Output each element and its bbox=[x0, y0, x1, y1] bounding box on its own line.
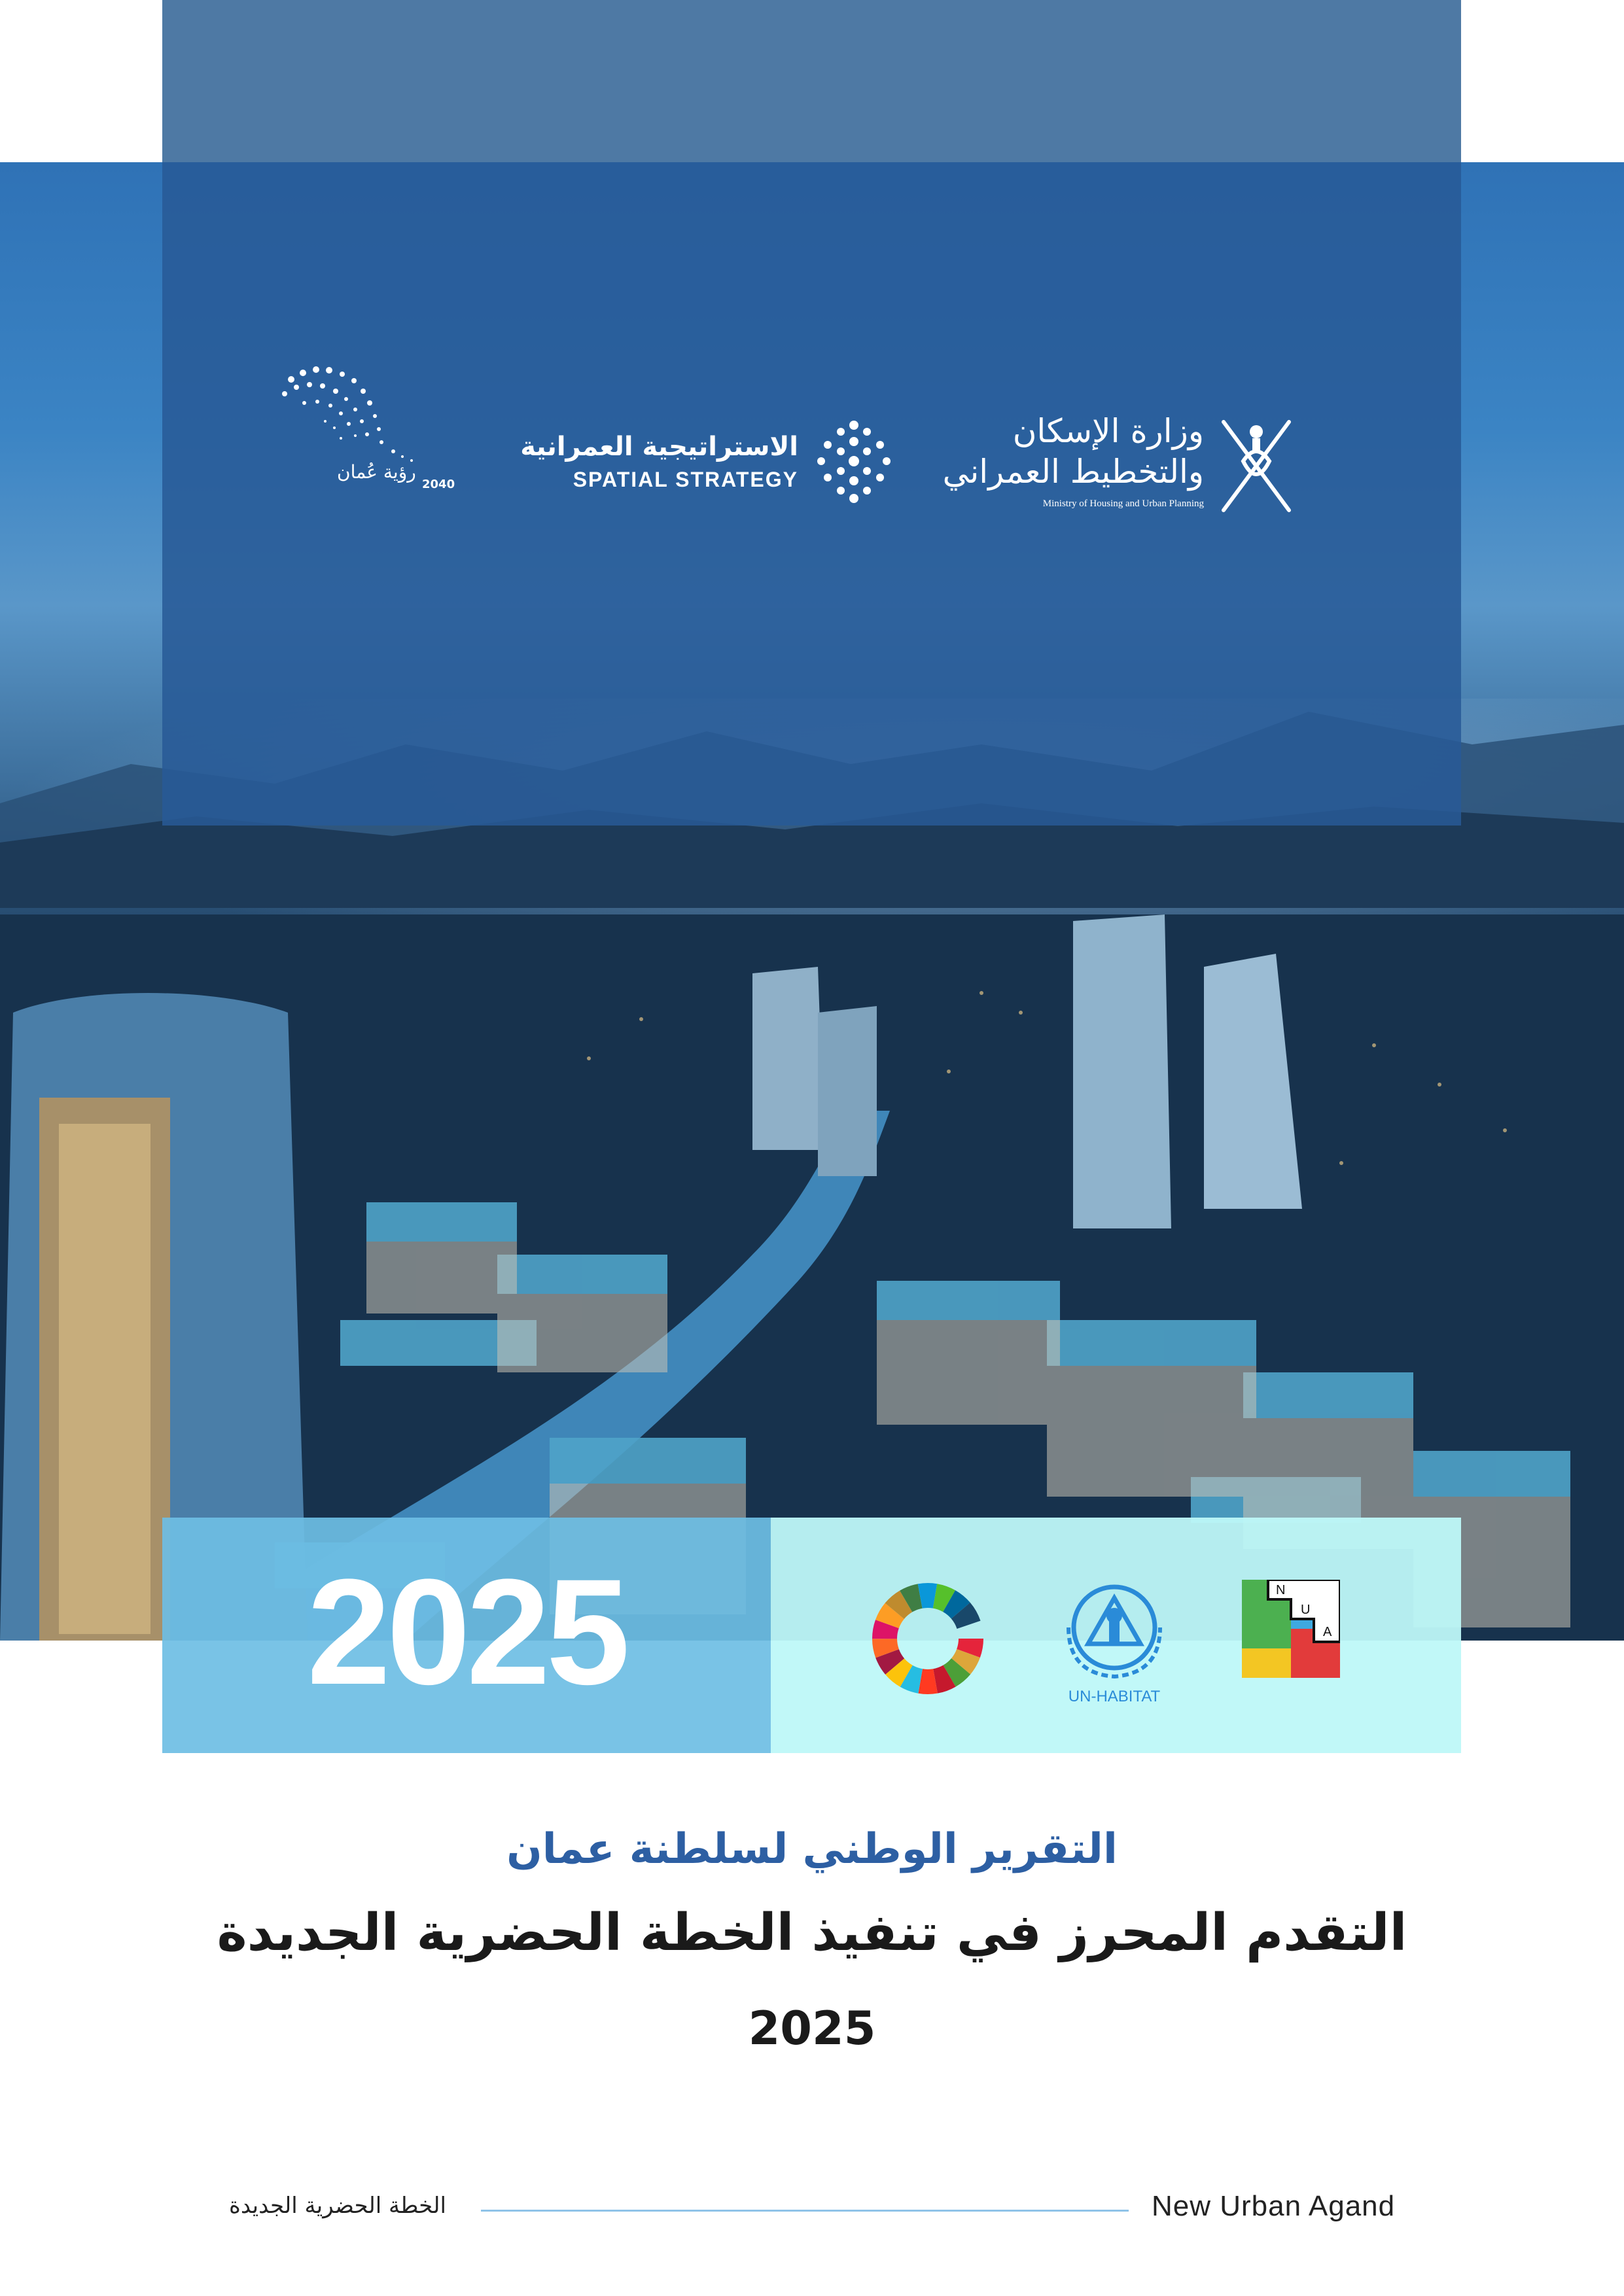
footer-arabic-label: الخطة الحضرية الجديدة bbox=[229, 2193, 446, 2219]
ministry-arabic-line2: والتخطيط العمراني bbox=[942, 453, 1204, 491]
vision-arabic-text: رؤية عُمان bbox=[337, 461, 416, 483]
nua-mark-icon bbox=[1242, 1580, 1340, 1678]
spatial-strategy-english: SPATIAL STRATEGY bbox=[573, 468, 798, 491]
sdg-wheel-icon bbox=[869, 1580, 987, 1697]
spatial-strategy-logo bbox=[520, 419, 896, 504]
dot-grid-icon bbox=[811, 419, 896, 504]
nua-letter-u: U bbox=[1301, 1603, 1311, 1617]
un-habitat-emblem-icon bbox=[1049, 1575, 1180, 1686]
vision-year-text: 2040 bbox=[422, 478, 455, 491]
header-panel-top bbox=[162, 0, 1461, 162]
report-title-line1: التقرير الوطني لسلطنة عمان bbox=[506, 1825, 1118, 1873]
vision-swirl-icon bbox=[265, 353, 501, 517]
spatial-strategy-arabic: الاستراتيجية العمرانية bbox=[520, 432, 798, 462]
partner-logos-band bbox=[771, 1518, 1461, 1753]
report-title-line2: التقدم المحرز في تنفيذ الخطة الحضرية الجديدة bbox=[217, 1904, 1407, 1962]
oman-emblem-icon bbox=[1210, 415, 1302, 517]
ministry-english: Ministry of Housing and Urban Planning bbox=[1042, 498, 1204, 509]
nua-letter-a: A bbox=[1323, 1625, 1332, 1639]
un-habitat-label: UN-HABITAT bbox=[1068, 1688, 1161, 1705]
oman-vision-2040-logo bbox=[265, 353, 501, 517]
footer-english-label: New Urban Agand bbox=[1152, 2190, 1396, 2222]
nua-logo bbox=[1242, 1580, 1340, 1678]
report-title-year: 2025 bbox=[748, 2002, 876, 2055]
ministry-housing-logo bbox=[942, 412, 1302, 520]
nua-letter-n: N bbox=[1276, 1583, 1286, 1597]
footer-divider bbox=[481, 2210, 1129, 2212]
cover-year: 2025 bbox=[307, 1548, 626, 1716]
ministry-arabic-line1: وزارة الإسكان bbox=[1012, 412, 1204, 450]
un-habitat-logo bbox=[1049, 1575, 1180, 1706]
year-band bbox=[162, 1518, 771, 1753]
